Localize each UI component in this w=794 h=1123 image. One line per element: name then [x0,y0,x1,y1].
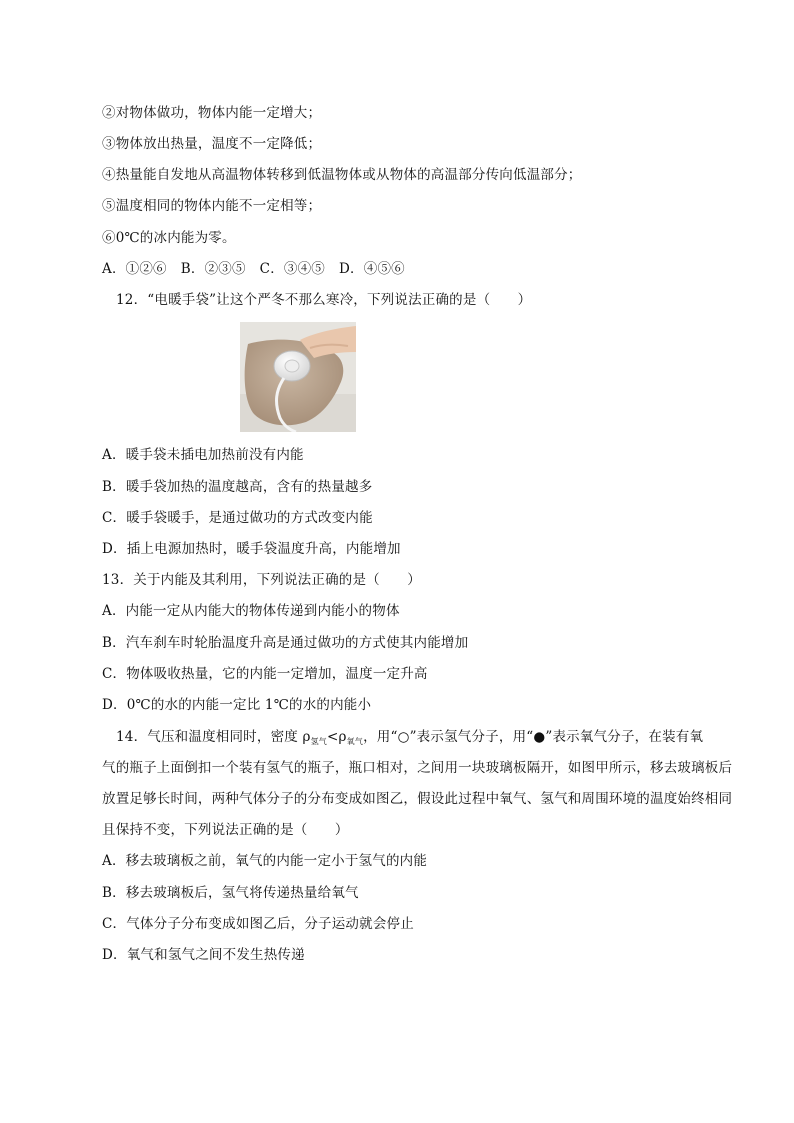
q14-stem-line-2: 气的瓶子上面倒扣一个装有氢气的瓶子，瓶口相对，之间用一块玻璃板隔开，如图甲所示，移去玻璃板后 [102,760,733,776]
q12-option-d: D．插上电源加热时，暖手袋温度升高，内能增加 [102,541,401,557]
q14-stem-part-b: ，用“ [363,729,398,745]
hollow-dot-icon: ○ [397,729,410,745]
hand-warmer-photo [240,322,356,432]
q11-option-b: B．②③⑤ [180,261,246,277]
statement-3: ③物体放出热量，温度不一定降低； [102,136,322,152]
q14-stem-part-a: 14．气压和温度相同时，密度 ρ [116,729,311,745]
q13-option-c: C．物体吸收热量，它的内能一定增加，温度一定升高 [102,666,428,682]
statement-4: ④热量能自发地从高温物体转移到低温物体或从物体的高温部分传向低温部分； [102,167,582,183]
q11-option-a: A．①②⑥ [102,261,167,277]
q12-option-a: A．暖手袋未插电加热前没有内能 [102,447,304,463]
q13-stem: 13．关于内能及其利用，下列说法正确的是（ ） [102,572,421,588]
q14-option-c: C．气体分子分布变成如图乙后，分子运动就会停止 [102,916,414,932]
q13-option-a: A．内能一定从内能大的物体传递到内能小的物体 [102,603,400,619]
statement-6: ⑥0℃的冰内能为零。 [102,230,236,246]
q14-stem-line-3: 放置足够长时间，两种气体分子的分布变成如图乙，假设此过程中氧气、氢气和周围环境的温度始终相同 [102,791,733,807]
q14-stem-part-d: ”表示氧气分子，在装有氧 [545,729,704,745]
hydrogen-subscript: 氢气 [310,737,328,746]
solid-dot-icon: ● [533,729,546,745]
q12-option-b: B．暖手袋加热的温度越高，含有的热量越多 [102,479,373,495]
q11-options [102,260,419,278]
less-than-rho: <ρ [327,729,347,745]
q11-option-d: D．④⑤⑥ [339,261,405,277]
oxygen-subscript: 氧气 [346,737,364,746]
q14-option-a: A．移去玻璃板之前，氧气的内能一定小于氢气的内能 [102,853,428,869]
q14-option-d: D．氧气和氢气之间不发生热传递 [102,947,305,963]
q13-option-d: D．0℃的水的内能一定比 1℃的水的内能小 [102,697,372,713]
q13-option-b: B．汽车刹车时轮胎温度升高是通过做功的方式使其内能增加 [102,635,469,651]
q14-stem-part-c: ”表示氢气分子，用“ [409,729,534,745]
q12-stem: 12．“电暖手袋”让这个严冬不那么寒冷，下列说法正确的是（ ） [116,292,532,308]
q14-option-b: B．移去玻璃板后，氢气将传递热量给氧气 [102,885,359,901]
statement-5: ⑤温度相同的物体内能不一定相等； [102,198,322,214]
q14-stem-line-1 [116,728,703,751]
q12-option-c: C．暖手袋暖手，是通过做功的方式改变内能 [102,510,373,526]
q14-stem-line-4: 且保持不变，下列说法正确的是（ ） [102,822,349,838]
statement-2: ②对物体做功，物体内能一定增大； [102,105,322,121]
q11-option-c: C．③④⑤ [259,261,326,277]
